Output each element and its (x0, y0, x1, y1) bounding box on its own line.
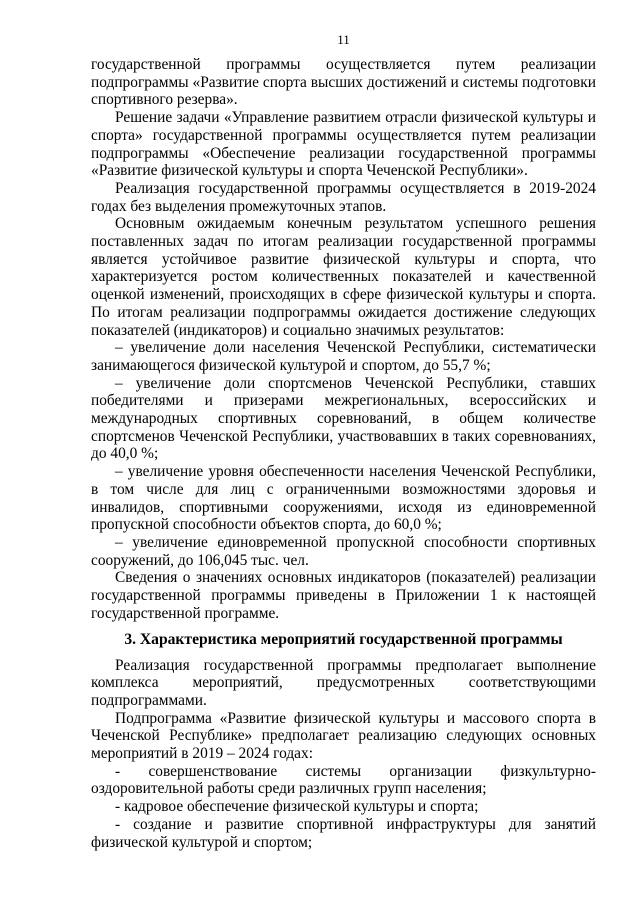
list-item: – увеличение доли спортсменов Чеченской Республики, ставших победителями и призерами межрегиональных, всероссийских и международных спортивных соревнований, в общем количестве спортсменов Чеченской Республики, участвовавших в таких соревнованиях, до 40,0 %; (91, 374, 596, 463)
list-item: - кадровое обеспечение физической культуры и спорта; (115, 798, 479, 816)
page-number: 11 (337, 32, 350, 47)
list-item: – увеличение единовременной пропускной способности спортивных сооружений, до 106,045 тыс. чел. (91, 533, 596, 569)
paragraph: Решение задачи «Управление развитием отрасли физической культуры и спорта» государственной программы осуществляется путем реализации подпрограммы «Обеспечение реализации государственной программы «Развитие физической культуры и спорта Чеченской Республики». (91, 109, 596, 180)
paragraph: Подпрограмма «Развитие физической культуры и массового спорта в Чеченской Республике» предполагает реализацию следующих основных мероприятий в 2019 – 2024 годах: (91, 709, 596, 763)
list-item: - совершенствование системы организации физкультурно-оздоровительной работы среди различных групп населения; (91, 762, 596, 798)
body-text-before (91, 56, 596, 623)
list-item: – увеличение уровня обеспеченности населения Чеченской Республики, в том числе для лиц с ограниченными возможностями здоровья и инвалидов, спортивными сооружениями, исходя из единовременной пропускной способности объектов спорта, до 60,0 %; (91, 463, 596, 534)
paragraph: Основным ожидаемым конечным результатом успешного решения поставленных задач по итогам реализации государственной программы является устойчивое развитие физической культуры и спорта, что характеризуется ростом количественных показателей и качественной оценкой изменений, происходящих в сфере физической культуры и спорта. По итогам реализации подпрограммы ожидается достижение следующих показателей (индикаторов) и социально значимых результатов: (91, 215, 596, 339)
body-text-after (91, 657, 596, 852)
list-item: - создание и развитие спортивной инфраструктуры для занятий физической культурой и спортом; (91, 815, 596, 851)
section-heading: 3. Характеристика мероприятий государственной программы (124, 630, 563, 648)
paragraph: государственной программы осуществляется путем реализации подпрограммы «Развитие спорта высших достижений и системы подготовки спортивного резерва». (91, 56, 596, 109)
paragraph: Реализация государственной программы предполагает выполнение комплекса мероприятий, предусмотренных соответствующими подпрограммами. (91, 656, 596, 709)
paragraph: Сведения о значениях основных индикаторов (показателей) реализации государственной программы приведены в Приложении 1 к настоящей государственной программе. (91, 569, 596, 622)
list-item: – увеличение доли населения Чеченской Республики, систематически занимающегося физической культурой и спортом, до 55,7 %; (91, 339, 596, 374)
paragraph: Реализация государственной программы осуществляется в 2019-2024 годах без выделения промежуточных этапов. (91, 179, 596, 215)
